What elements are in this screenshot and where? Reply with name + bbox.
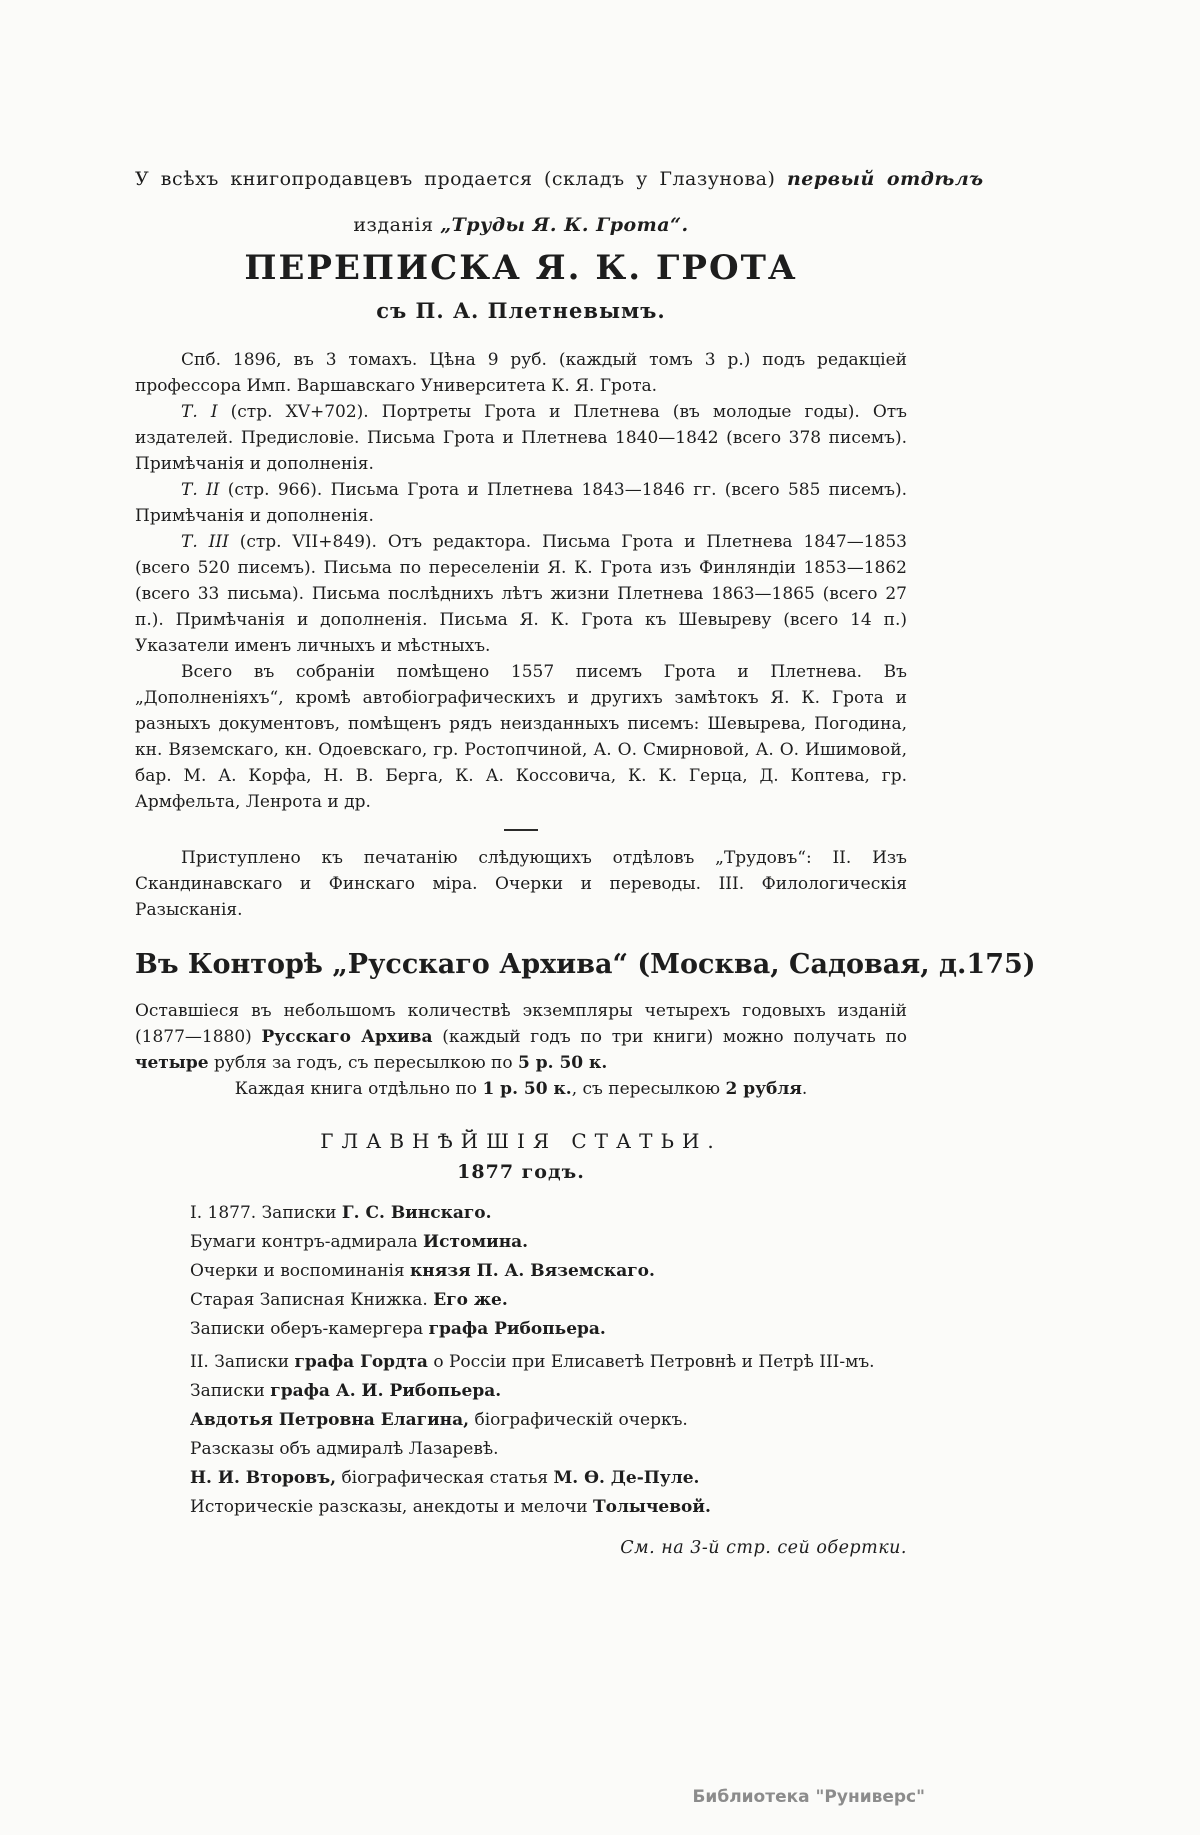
bold-segment: четыре	[135, 1053, 209, 1073]
articles-list	[190, 1199, 907, 1522]
summary-paragraph: Всего въ собраніи помѣщено 1557 писемъ Грота и Плетнева. Въ „Дополненіяхъ“, кромѣ автобіографическихъ и другихъ замѣтокъ Я. К. Грота и разныхъ документовъ, помѣщенъ рядъ неизданныхъ писемъ: Шевырева, Погодина, кн. Вяземскаго, кн. Одоевскаго, гр. Ростопчиной, А. О. Смирновой, А. О. Ишимовой, бар. М. А. Корфа, Н. В. Берга, К. А. Коссовича, К. К. Герца, Д. Коптева, гр. Армфельта, Ленрота и др.	[135, 662, 907, 812]
article-item	[190, 1493, 907, 1522]
text-segment: біографическая статья	[336, 1468, 554, 1488]
main-title: ПЕРЕПИСКА Я. К. ГРОТА	[244, 248, 798, 288]
volume-3-label: Т. III	[181, 532, 229, 552]
volume-1-text: (стр. XV+702). Портреты Грота и Плетнева (въ молодые годы). Отъ издателей. Предисловіе. Письма Грота и Плетнева 1840—1842 (всего 378 писемъ). Примѣчанія и дополненія.	[135, 402, 907, 474]
text-segment: Оставшіеся въ небольшомъ количествѣ экземпляры четырехъ годовыхъ изданій (1877—1880)	[135, 1001, 907, 1047]
subtitle: съ П. А. Плетневымъ.	[376, 298, 666, 323]
bold-segment: князя П. А. Вяземскаго.	[410, 1261, 655, 1281]
text-segment: Записки	[190, 1381, 271, 1401]
volume-3-paragraph	[135, 529, 907, 659]
archive-office-heading: Въ Конторѣ „Русскаго Архива“ (Москва, Садовая, д.175)	[135, 949, 1036, 980]
edition-note-line	[135, 214, 907, 236]
text-segment: Старая Записная Книжка.	[190, 1290, 434, 1310]
article-item	[190, 1464, 907, 1493]
text-segment: рубля за годъ, съ пересылкою по	[208, 1053, 518, 1073]
main-articles-heading: ГЛАВНѢЙШІЯ СТАТЬИ.	[320, 1129, 722, 1153]
sale-note-text: У всѣхъ книгопродавцевъ продается (складъ у Глазунова)	[135, 168, 787, 190]
bold-segment: 1 р. 50 к.	[482, 1079, 572, 1099]
bold-segment: Г. С. Винскаго.	[341, 1203, 492, 1223]
bold-segment: графа Гордта	[294, 1352, 428, 1372]
upcoming-sections-paragraph: Приступлено къ печатанію слѣдующихъ отдѣловъ „Трудовъ“: II. Изъ Скандинавскаго и Финскаго міра. Очерки и переводы. III. Филологическія Разысканія.	[135, 848, 907, 920]
edition-note-emphasis: „Труды Я. К. Грота“.	[440, 214, 689, 236]
text-segment: Очерки и воспоминанія	[190, 1261, 411, 1281]
text-segment: біографическій очеркъ.	[469, 1410, 688, 1430]
bold-segment: Истомина.	[423, 1232, 529, 1252]
text-segment: Историческіе разсказы, анекдоты и мелочи	[190, 1497, 593, 1517]
volume-3-text: (стр. VII+849). Отъ редактора. Письма Грота и Плетнева 1847—1853 (всего 520 писемъ). Письма по переселеніи Я. К. Грота изъ Финляндіи 1853—1862 (всего 33 письма). Письма послѣднихъ лѣтъ жизни Плетнева 1863—1865 (всего 27 п.). Примѣчанія и дополненія. Письма Я. К. Грота къ Шевыреву (всего 14 п.) Указатели именъ личныхъ и мѣстныхъ.	[135, 532, 907, 656]
section-divider	[504, 829, 538, 831]
bold-segment: Толычевой.	[592, 1497, 711, 1517]
text-segment: II. Записки	[190, 1352, 295, 1372]
bold-segment: графа А. И. Рибопьера.	[270, 1381, 502, 1401]
article-item	[190, 1377, 907, 1406]
volume-1-paragraph	[135, 399, 907, 477]
cover-reference-note: См. на 3-й стр. сей обертки.	[620, 1538, 907, 1558]
text-segment: Бумаги контръ-адмирала	[190, 1232, 424, 1252]
bold-segment: М. Ѳ. Де-Пуле.	[553, 1468, 700, 1488]
article-item	[190, 1406, 907, 1435]
text-segment: о Россіи при Елисаветѣ Петровнѣ и Петрѣ III-мъ.	[427, 1352, 875, 1372]
bold-segment: графа Рибопьера.	[428, 1319, 606, 1339]
bold-segment: 2 рубля	[725, 1079, 802, 1099]
article-item	[190, 1286, 907, 1315]
text-segment: I. 1877. Записки	[190, 1203, 342, 1223]
bold-segment: Его же.	[433, 1290, 508, 1310]
sale-note-line	[135, 168, 984, 190]
article-item	[190, 1228, 907, 1257]
volume-1-label: Т. I	[181, 402, 218, 422]
archive-offer-paragraph	[135, 998, 907, 1076]
year-heading: 1877 годъ.	[457, 1161, 585, 1183]
page-content	[135, 168, 1036, 1558]
text-segment: (каждый годъ по три книги) можно получать по	[432, 1027, 908, 1047]
article-item	[190, 1257, 907, 1286]
edition-note-text: изданія	[353, 214, 441, 236]
text-segment: , съ пересылкою	[571, 1079, 726, 1099]
archive-price-line	[135, 1076, 907, 1103]
text-segment: Записки оберъ-камергера	[190, 1319, 429, 1339]
text-segment: Разсказы объ адмиралѣ Лазаревѣ.	[190, 1439, 499, 1459]
intro-paragraph: Спб. 1896, въ 3 томахъ. Цѣна 9 руб. (каждый томъ 3 р.) подъ редакціей профессора Имп. Варшавскаго Университета К. Я. Грота.	[135, 350, 907, 396]
volume-2-label: Т. II	[181, 480, 220, 500]
text-segment: Каждая книга отдѣльно по	[234, 1079, 483, 1099]
volume-2-paragraph	[135, 477, 907, 529]
bold-segment: 5 р. 50 к.	[518, 1053, 608, 1073]
bold-segment: Авдотья Петровна Елагина,	[190, 1410, 470, 1430]
article-item	[190, 1348, 907, 1377]
article-item	[190, 1435, 907, 1464]
bold-segment: Н. И. Второвъ,	[190, 1468, 337, 1488]
sale-note-emphasis: первый отдѣлъ	[786, 168, 984, 190]
volume-2-text: (стр. 966). Письма Грота и Плетнева 1843—1846 гг. (всего 585 писемъ). Примѣчанія и дополненія.	[135, 480, 907, 526]
library-watermark: Библиотека "Руниверс"	[692, 1787, 925, 1807]
article-item	[190, 1315, 907, 1344]
text-segment: .	[801, 1079, 808, 1099]
bold-segment: Русскаго Архива	[261, 1027, 433, 1047]
article-item	[190, 1199, 907, 1228]
